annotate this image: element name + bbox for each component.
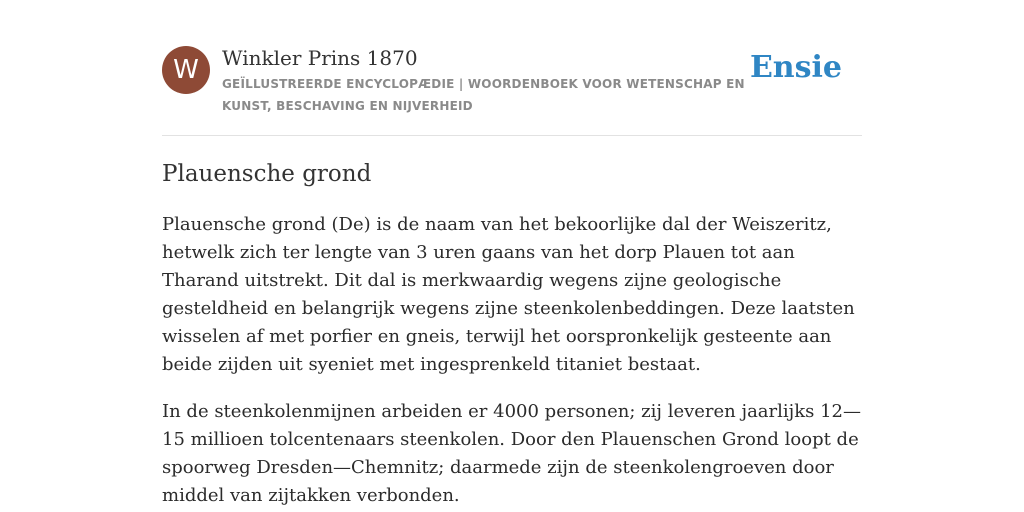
source-title[interactable]: Winkler Prins 1870 — [222, 46, 418, 70]
article — [162, 157, 862, 510]
header-divider — [162, 135, 862, 136]
source-header — [162, 46, 862, 116]
article-paragraph: In de steenkolenmijnen arbeiden er 4000 personen; zij leveren jaarlijks 12—15 millioen tolcentenaars steenkolen. Door den Plauenschen Grond loopt de spoorweg Dresden—Chemnitz; daarmede zijn de steenkolengroeven door middel van zijtakken verbonden. — [162, 401, 862, 506]
ensie-logo-link[interactable]: Ensie — [749, 50, 842, 85]
source-subtitle: GEÏLLUSTREERDE ENCYCLOPÆDIE | WOORDENBOEK VOOR WETENSCHAP EN KUNST, BESCHAVING EN NIJVERHEID — [222, 77, 745, 113]
source-avatar[interactable]: W — [162, 46, 210, 94]
entry-title: Plauensche grond — [162, 161, 372, 187]
article-paragraph: Plauensche grond (De) is de naam van het bekoorlijke dal der Weiszeritz, hetwelk zich ter lengte van 3 uren gaans van het dorp Plauen tot aan Tharand uitstrekt. Dit dal is merkwaardig wegens zijne geologische gesteldheid en belangrijk wegens zijne steenkolenbeddingen. Deze laatsten wisselen af met porfier en gneis, terwijl het oorspronkelijk gesteente aan beide zijden uit syeniet met ingesprenkeld titaniet bestaat. — [162, 214, 855, 375]
